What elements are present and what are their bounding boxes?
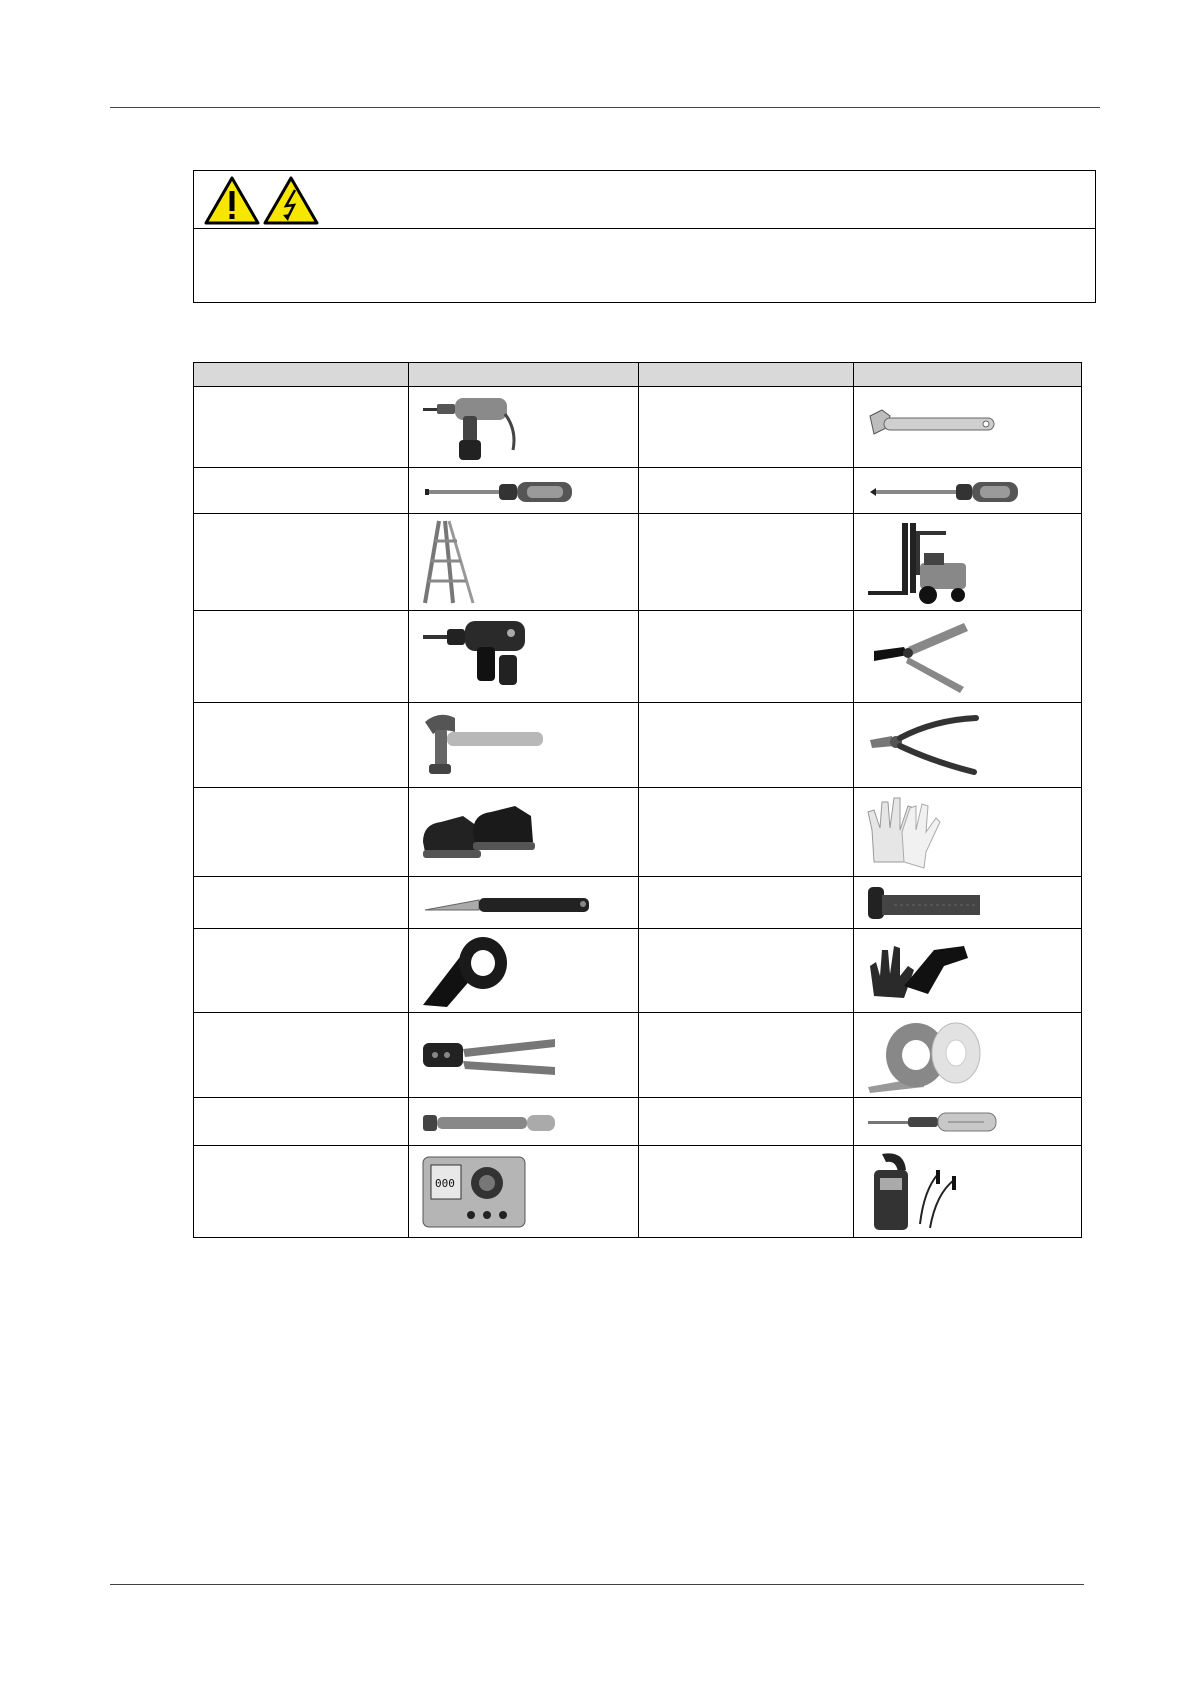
tool-name — [194, 1146, 409, 1238]
table-row — [194, 468, 1082, 514]
tool-name — [639, 788, 854, 877]
insulation-tape-icon — [419, 933, 519, 1009]
header-tool-image-left — [409, 363, 639, 387]
diagonal-pliers-icon — [864, 710, 984, 780]
tools-table — [193, 362, 1082, 1238]
safety-shoes-icon — [419, 794, 539, 870]
table-header-row — [194, 363, 1082, 387]
crimping-tool-icon — [419, 1025, 559, 1085]
table-row — [194, 1013, 1082, 1098]
utility-knife-icon — [419, 888, 599, 918]
protective-gloves-icon — [864, 792, 944, 872]
power-drill-icon — [419, 390, 529, 464]
tool-name — [194, 929, 409, 1013]
header-tool-name-left — [194, 363, 409, 387]
table-row — [194, 387, 1082, 468]
notice-text — [194, 229, 1095, 303]
tool-name — [639, 468, 854, 514]
table-row — [194, 703, 1082, 788]
table-row — [194, 788, 1082, 877]
table-row — [194, 1146, 1082, 1238]
general-warning-icon — [204, 175, 260, 225]
forklift-icon — [864, 517, 974, 607]
multimeter-icon — [419, 1153, 529, 1231]
insulated-gloves-icon — [864, 936, 974, 1006]
tool-name — [194, 1098, 409, 1146]
notice-header — [194, 171, 1095, 229]
tool-name — [194, 468, 409, 514]
adjustable-wrench-icon — [864, 402, 1004, 452]
flat-screwdriver-icon — [419, 476, 579, 506]
table-row — [194, 611, 1082, 703]
table-row — [194, 1098, 1082, 1146]
claw-hammer-icon — [419, 710, 549, 780]
header-tool-name-right — [639, 363, 854, 387]
heat-shrink-tape-icon — [864, 1017, 984, 1093]
torque-screwdriver-icon — [864, 1107, 1004, 1137]
tool-name — [639, 703, 854, 788]
tool-name — [639, 387, 854, 468]
tool-name — [194, 788, 409, 877]
tool-name — [639, 1013, 854, 1098]
tool-name — [194, 611, 409, 703]
tool-name — [194, 387, 409, 468]
electric-shock-icon — [263, 175, 319, 225]
tool-name — [194, 1013, 409, 1098]
tool-name — [639, 1146, 854, 1238]
tool-name — [639, 877, 854, 929]
footer-rule — [110, 1584, 1084, 1585]
danger-notice — [193, 170, 1096, 303]
table-row — [194, 877, 1082, 929]
tool-name — [194, 514, 409, 611]
tool-name — [639, 929, 854, 1013]
header-rule — [110, 107, 1100, 108]
phillips-screwdriver-icon — [864, 476, 1024, 506]
svg-text:000: 000 — [435, 1176, 455, 1190]
header-tool-image-right — [854, 363, 1082, 387]
table-row — [194, 929, 1082, 1013]
hammer-drill-icon — [419, 615, 529, 699]
step-ladder-icon — [419, 517, 479, 607]
wire-stripper-icon — [864, 617, 974, 697]
esd-wrist-strap-icon — [864, 883, 984, 923]
table-row — [194, 514, 1082, 611]
torque-wrench-icon — [419, 1107, 559, 1137]
tool-name — [194, 703, 409, 788]
tool-name — [639, 1098, 854, 1146]
tool-name — [194, 877, 409, 929]
tool-name — [639, 514, 854, 611]
tool-name — [639, 611, 854, 703]
clamp-meter-icon — [864, 1150, 974, 1234]
